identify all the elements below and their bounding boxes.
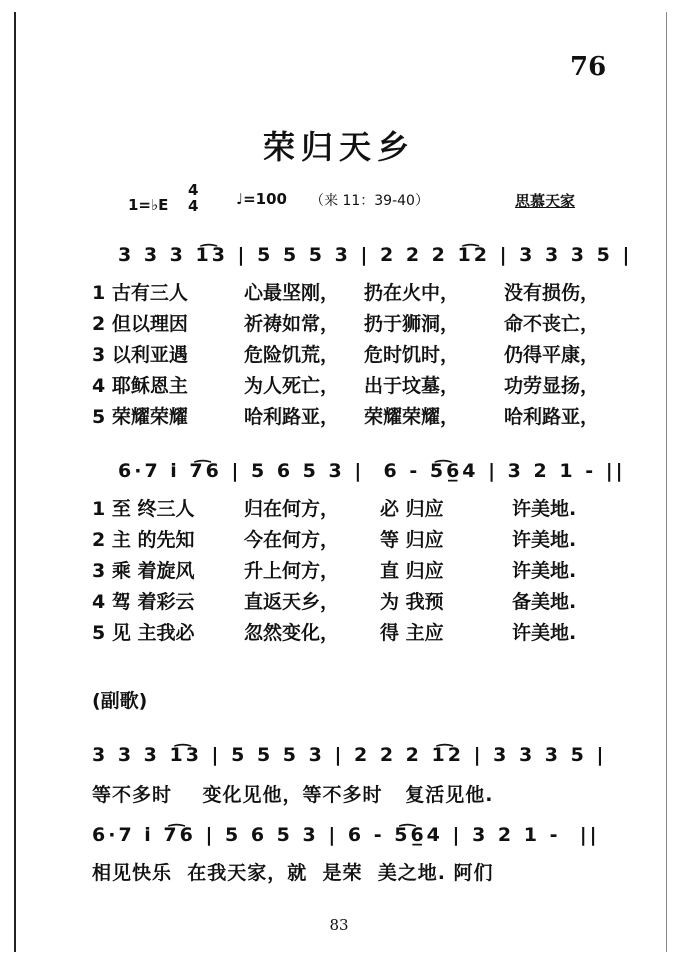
lyric-phrase: 2 主 的先知 <box>92 529 195 551</box>
hymn-title: 荣归天乡 <box>262 128 415 166</box>
lyric-phrase: 祈祷如常， <box>244 313 340 335</box>
lyric-phrase: 1 古有三人 <box>92 282 188 304</box>
lyric-phrase: 忽然变化， <box>244 622 340 644</box>
lyric-row <box>92 340 632 370</box>
lyric-phrase: 3 乘 着旋风 <box>92 560 195 582</box>
key-signature <box>128 196 168 214</box>
lyric-phrase: 升上何方， <box>244 560 340 582</box>
time-bottom: 4 <box>188 197 199 215</box>
lyric-phrase: 4 耶稣恩主 <box>92 375 188 397</box>
lyric-row <box>92 309 632 339</box>
lyric-phrase: 5 见 主我必 <box>92 622 195 644</box>
tempo-marking: ♩=100 <box>236 190 287 208</box>
notation-line-1: 3 3 3 1͡3 | 5 5 5 3 | 2 2 2 1͡2 | 3 3 3 5 | <box>118 244 633 266</box>
lyric-phrase: 为 我预 <box>380 591 444 613</box>
lyric-phrase: 仍得平康， <box>504 344 600 366</box>
lyric-phrase: 命不丧亡， <box>504 313 600 335</box>
lyric-row <box>92 278 632 308</box>
lyric-phrase: 心最坚刚， <box>244 282 340 304</box>
lyric-phrase: 许美地. <box>512 498 577 520</box>
lyric-phrase: 许美地. <box>512 622 577 644</box>
lyric-row <box>92 494 632 524</box>
lyric-phrase: 扔于狮洞， <box>364 313 460 335</box>
chorus-notation-2: 6·7 i 7͡6 | 5 6 5 3 | 6 - 5͡6̲4 | 3 2 1 - || <box>92 824 600 846</box>
lyric-phrase: 3 以利亚遇 <box>92 344 188 366</box>
lyric-phrase: 哈利路亚， <box>244 406 340 428</box>
lyric-row <box>92 371 632 401</box>
chorus-notation-1: 3 3 3 1͡3 | 5 5 5 3 | 2 2 2 1͡2 | 3 3 3 5 | <box>92 744 607 766</box>
lyric-phrase: 危时饥时， <box>364 344 460 366</box>
lyric-row <box>92 618 632 648</box>
lyric-phrase: 5 荣耀荣耀 <box>92 406 188 428</box>
lyric-phrase: 归在何方， <box>244 498 340 520</box>
lyric-phrase: 必 归应 <box>380 498 444 520</box>
lyric-phrase: 荣耀荣耀， <box>364 406 460 428</box>
page-number: 83 <box>329 916 349 934</box>
lyric-phrase: 许美地. <box>512 560 577 582</box>
time-signature <box>188 182 198 214</box>
lyric-phrase: 1 至 终三人 <box>92 498 195 520</box>
lyric-phrase: 4 驾 着彩云 <box>92 591 195 613</box>
lyric-phrase: 许美地. <box>512 529 577 551</box>
scripture-reference: （来 11：39-40） <box>310 193 429 209</box>
lyric-phrase: 功劳显扬， <box>504 375 600 397</box>
hymn-number: 76 <box>570 52 607 82</box>
lyric-phrase: 没有损伤， <box>504 282 600 304</box>
lyric-row <box>92 525 632 555</box>
lyric-phrase: 备美地. <box>512 591 577 613</box>
chorus-label: (副歌) <box>92 690 148 712</box>
key-label: 1= <box>128 196 152 214</box>
chorus-lyric-1: 等不多时 变化见他，等不多时 复活见他. <box>92 784 494 806</box>
time-top: 4 <box>188 181 199 199</box>
notation-line-2: 6·7 i 7͡6 | 5 6 5 3 | 6 - 5͡6̲4 | 3 2 1 - || <box>118 460 626 482</box>
attribution: 思慕天家 <box>515 192 576 210</box>
lyric-phrase: 危险饥荒， <box>244 344 340 366</box>
key-value: ♭E <box>151 196 169 214</box>
lyric-phrase: 哈利路亚， <box>504 406 600 428</box>
lyric-phrase: 扔在火中， <box>364 282 460 304</box>
lyric-row <box>92 402 632 432</box>
lyric-phrase: 直 归应 <box>380 560 444 582</box>
lyric-phrase: 今在何方， <box>244 529 340 551</box>
lyric-phrase: 出于坟墓， <box>364 375 460 397</box>
lyric-row <box>92 556 632 586</box>
lyric-phrase: 2 但以理因 <box>92 313 188 335</box>
lyric-phrase: 为人死亡， <box>244 375 340 397</box>
lyric-row <box>92 587 632 617</box>
chorus-lyric-2: 相见快乐 在我天家，就 是荣 美之地. 阿们 <box>92 862 494 884</box>
lyric-phrase: 等 归应 <box>380 529 444 551</box>
lyric-phrase: 直返天乡， <box>244 591 340 613</box>
lyric-phrase: 得 主应 <box>380 622 444 644</box>
